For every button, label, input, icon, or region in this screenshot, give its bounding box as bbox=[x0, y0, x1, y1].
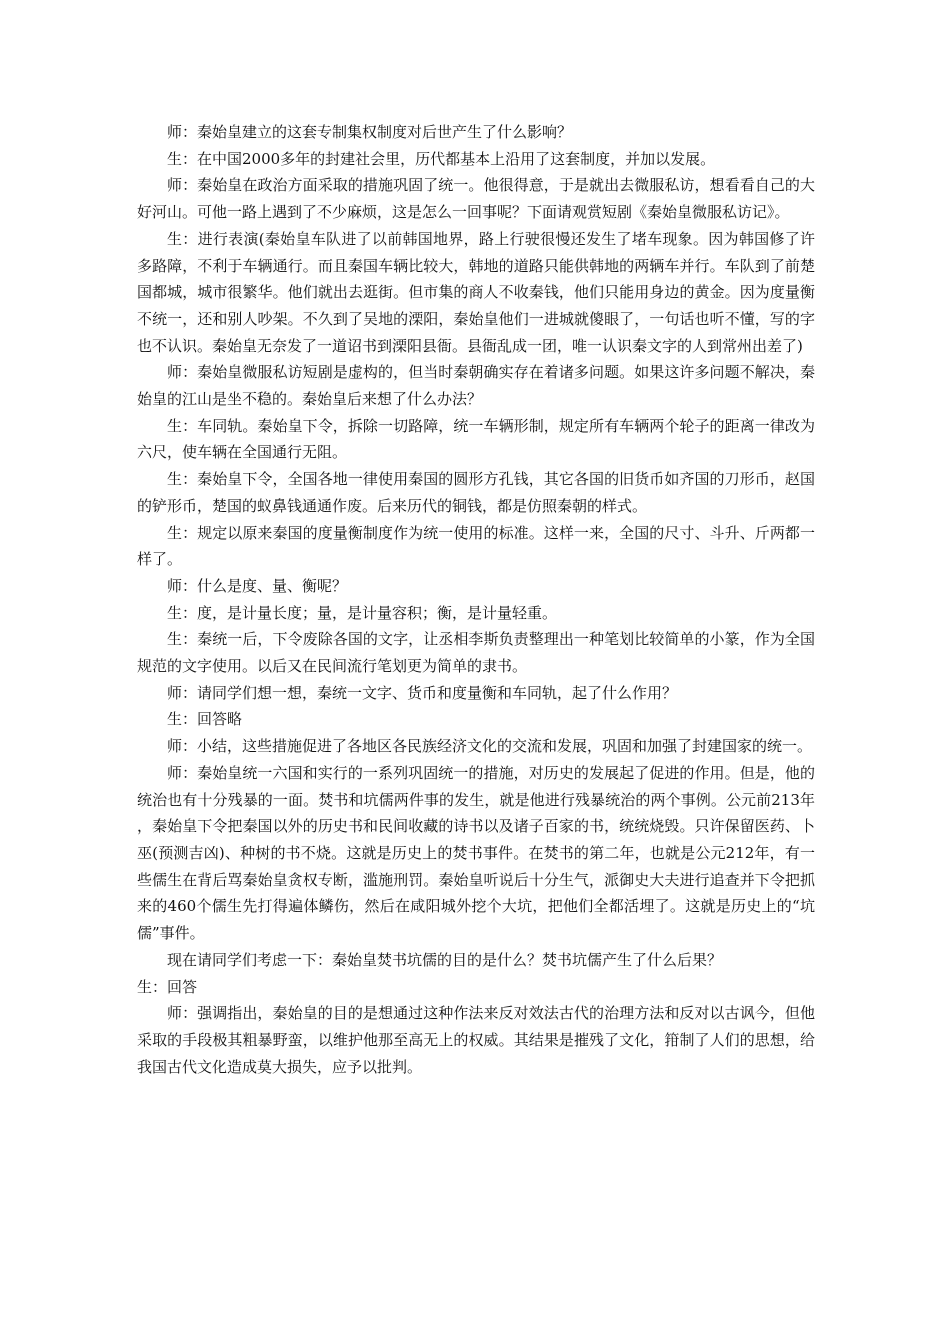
paragraph-student-same-axle: 生：车同轨。秦始皇下令，拆除一切路障，统一车辆形制，规定所有车辆两个轮子的距离一律改为六尺，使车辆在全国通行无阻。 bbox=[137, 416, 815, 462]
paragraph-student-script: 生：秦统一后，下令废除各国的文字，让丞相李斯负责整理出一种笔划比较简单的小篆，作为全国规范的文字使用。以后又在民间流行笔划更为简单的隶书。 bbox=[137, 630, 815, 676]
paragraph-teacher-skit-comment: 师：秦始皇微服私访短剧是虚构的，但当时秦朝确实存在着诸多问题。如果这许多问题不解决，秦始皇的江山是坐不稳的。秦始皇后来想了什么办法？ bbox=[137, 363, 815, 409]
paragraph-discussion-question: 现在请同学们考虑一下：秦始皇焚书坑儒的目的是什么？焚书坑儒产生了什么后果？ bbox=[167, 950, 723, 969]
paragraph-teacher-measures-question: 师：什么是度、量、衡呢？ bbox=[167, 576, 348, 595]
paragraph-teacher-effect-question: 师：请同学们想一想，秦统一文字、货币和度量衡和车同轨，起了什么作用？ bbox=[167, 683, 678, 702]
paragraph-teacher-question-influence: 师：秦始皇建立的这套专制集权制度对后世产生了什么影响？ bbox=[167, 123, 573, 141]
paragraph-teacher-summary: 师：小结，这些措施促进了各地区各民族经济文化的交流和发展，巩固和加强了封建国家的统一。 bbox=[167, 737, 813, 756]
paragraph-teacher-skit-intro: 师：秦始皇在政治方面采取的措施巩固了统一。他很得意，于是就出去微服私访，想看看自己的大好河山。可他一路上遇到了不少麻烦，这是怎么一回事呢？下面请观赏短剧《秦始皇微服私访记》。 bbox=[137, 176, 815, 222]
paragraph-student-currency: 生：秦始皇下令，全国各地一律使用秦国的圆形方孔钱，其它各国的旧货币如齐国的刀形币，赵国的铲形币，楚国的蚁鼻钱通通作废。后来历代的铜钱，都是仿照秦朝的样式。 bbox=[137, 470, 815, 515]
paragraph-student-measures: 生：规定以原来秦国的度量衡制度作为统一使用的标准。这样一来，全国的尺寸、斗升、斤两都一样了。 bbox=[137, 523, 815, 569]
document-page bbox=[137, 119, 815, 1080]
paragraph-student-answer-2000-years: 生：在中国2000多年的封建社会里，历代都基本上沿用了这套制度，并加以发展。 bbox=[167, 149, 716, 168]
paragraph-student-skit-performance: 生：进行表演(秦始皇车队进了以前韩国地界，路上行驶很慢还发生了堵车现象。因为韩国修了许多路障，不利于车辆通行。而且秦国车辆比较大，韩地的道路只能供韩地的两辆车并行。车队到了前楚国都城，城市很繁华。他们就出去逛街。但市集的商人不收秦钱，他们只能用身边的黄金。因为度量衡不统一，还和别人吵架。不久到了吴地的溧阳，秦始皇他们一进城就傻眼了，一句话也听不懂，写的字也不认识。秦始皇无奈发了一道诏书到溧阳县衙。县衙乱成一团，唯一认识秦文字的人到常州出差了) bbox=[137, 229, 815, 355]
paragraph-teacher-book-burning: 师：秦始皇统一六国和实行的一系列巩固统一的措施，对历史的发展起了促进的作用。但是，他的统治也有十分残暴的一面。焚书和坑儒两件事的发生，就是他进行残暴统治的两个事例。公元前213年，秦始皇下令把秦国以外的历史书和民间收藏的诗书以及诸子百家的书，统统烧毁。只许保留医药、卜巫(预测吉凶)、种树的书不烧。这就是历史上的焚书事件。在焚书的第二年，也就是公元212年，有一些儒生在背后骂秦始皇贪权专断，滥施刑罚。秦始皇听说后十分生气，派御史大夫进行追查并下令把抓来的460个儒生先打得遍体鳞伤，然后在咸阳城外挖个大坑，把他们全都活埋了。这就是历史上的“坑儒”事件。 bbox=[137, 763, 815, 943]
paragraph-student-measures-definition: 生：度，是计量长度；量，是计量容积；衡，是计量轻重。 bbox=[167, 603, 558, 622]
paragraph-student-answer: 生：回答 bbox=[137, 977, 198, 996]
paragraph-teacher-conclusion: 师：强调指出，秦始皇的目的是想通过这种作法来反对效法古代的治理方法和反对以古讽今，但他采取的手段极其粗暴野蛮，以维护他那至高无上的权威。其结果是摧残了文化，箝制了人们的思想，给我国古代文化造成莫大损失，应予以批判。 bbox=[137, 1004, 815, 1076]
paragraph-student-answer-omitted: 生：回答略 bbox=[167, 710, 243, 729]
